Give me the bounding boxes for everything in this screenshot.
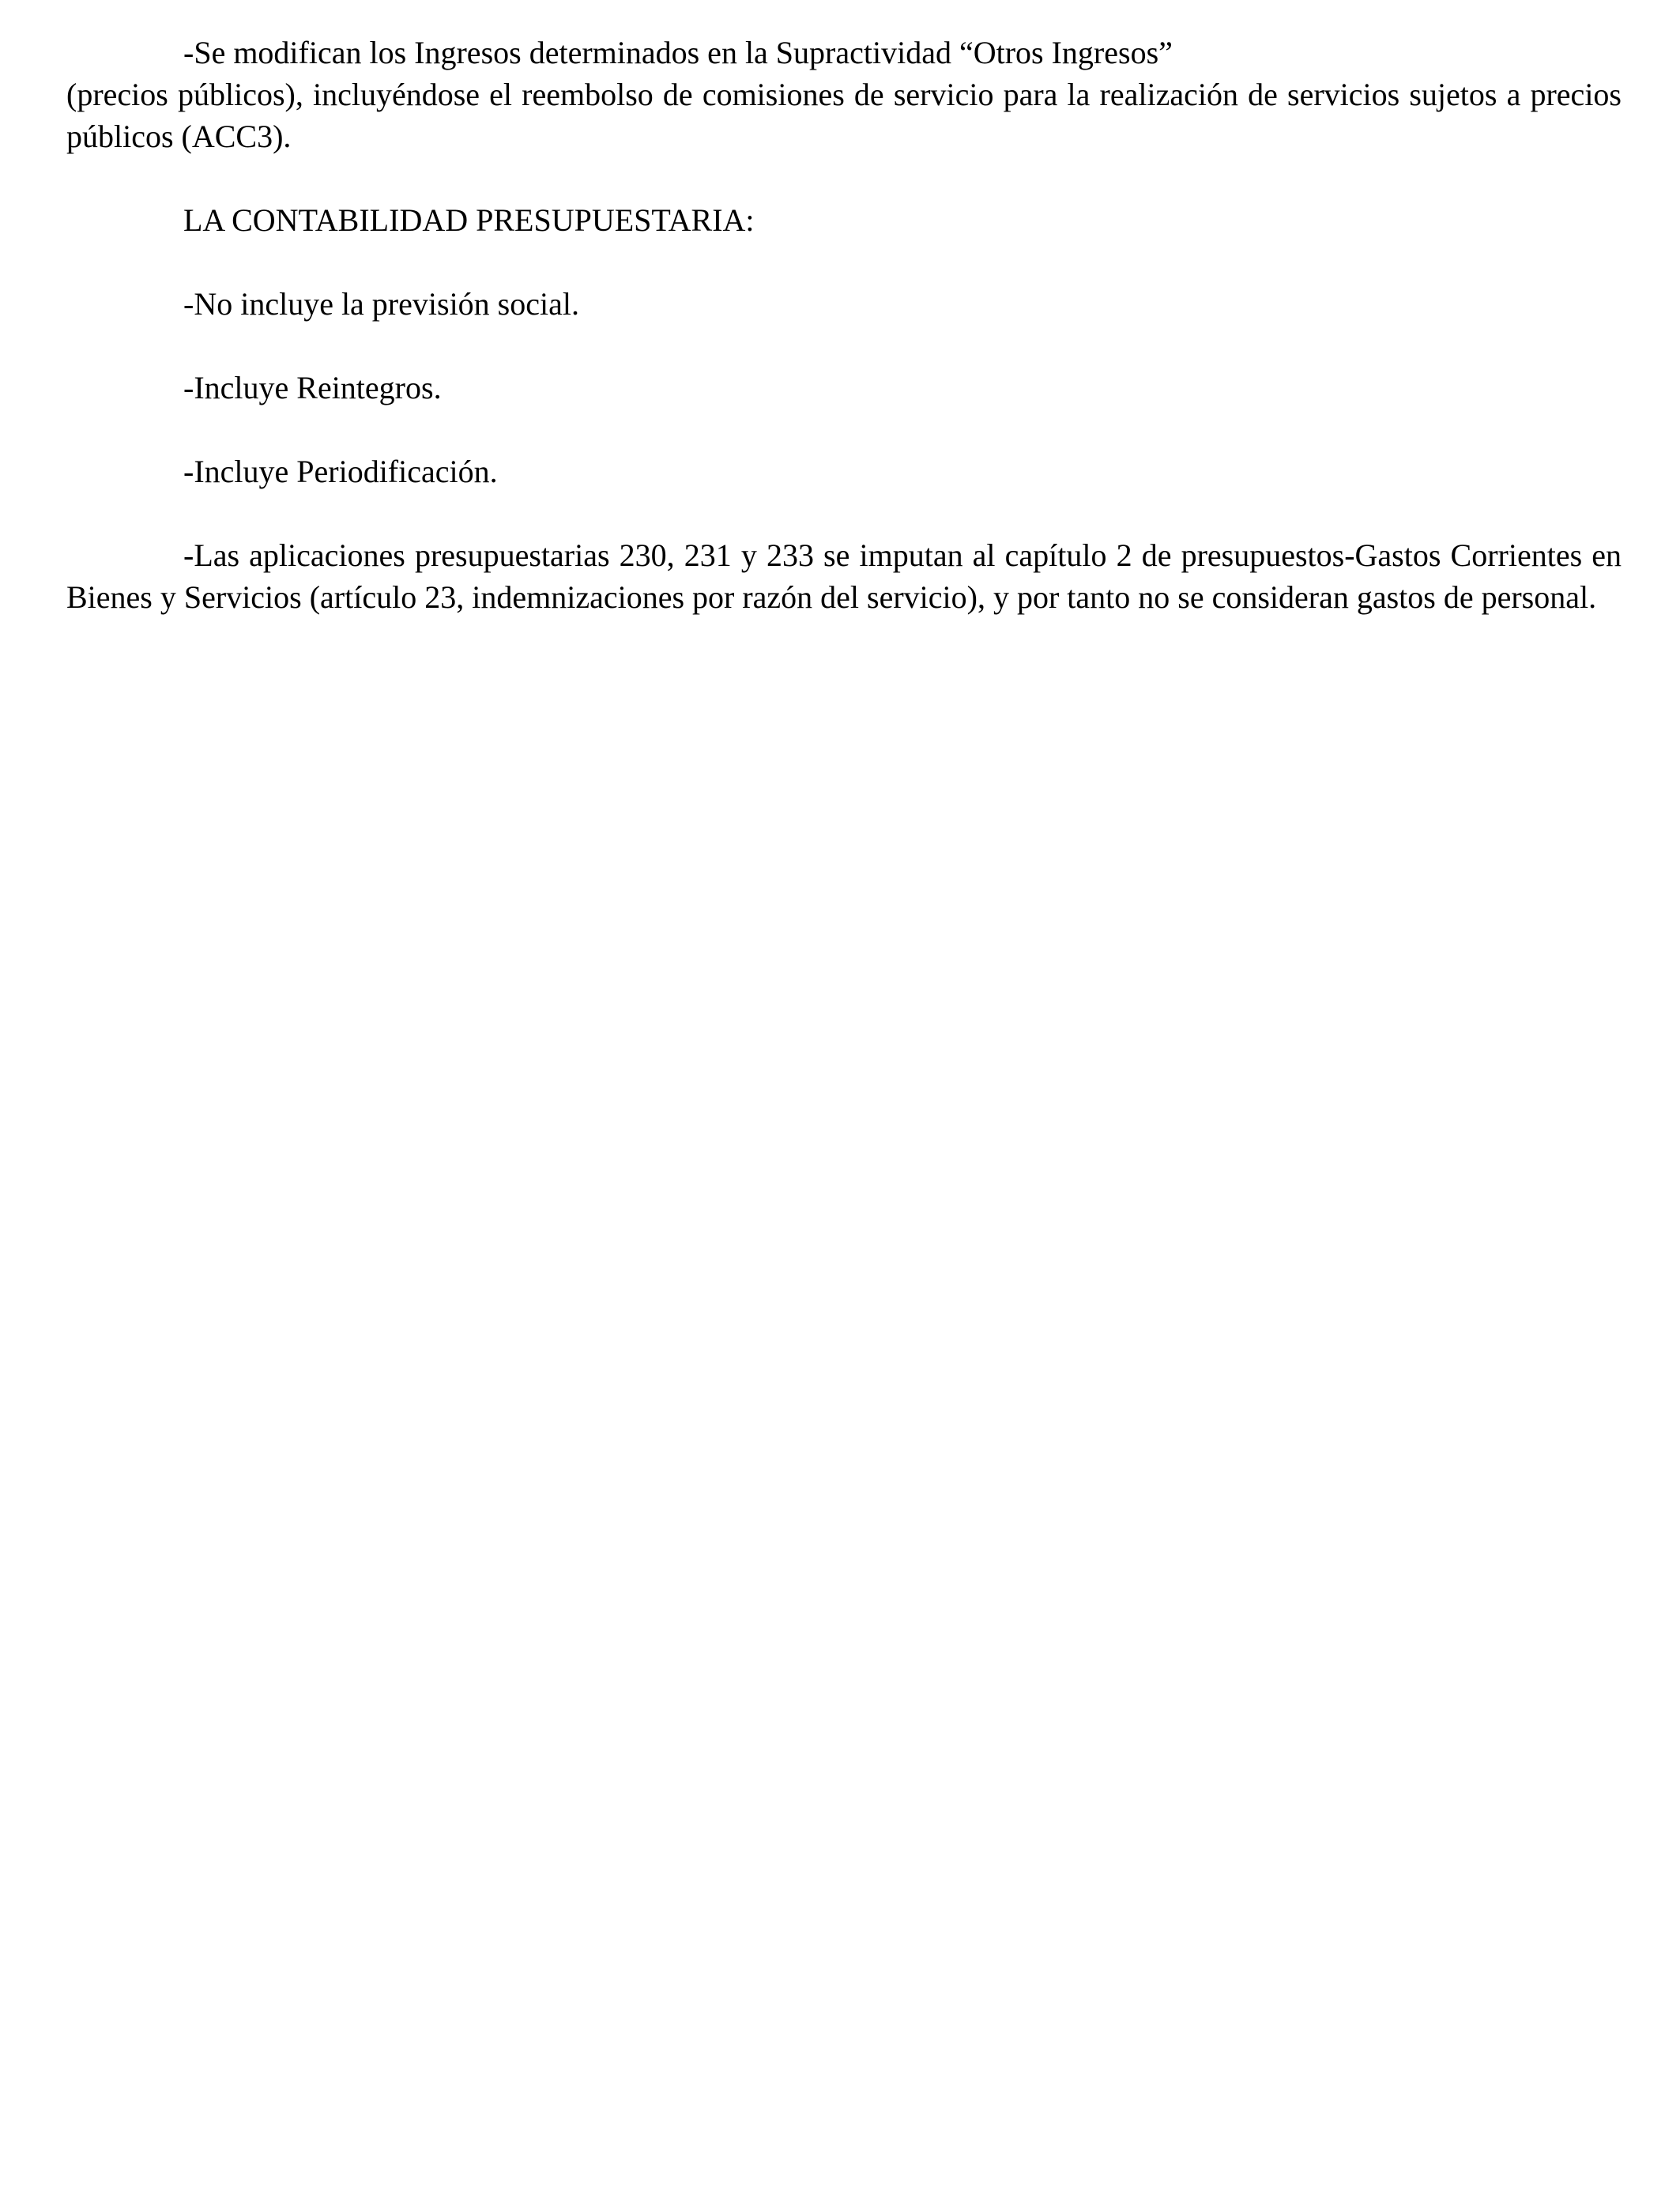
list-item: -Incluye Reintegros.: [183, 370, 442, 405]
paragraph-first-line: -Se modifican los Ingresos determinados en la Supractividad “Otros Ingresos”: [183, 35, 1173, 70]
list-item: -Las aplicaciones presupuestarias 230, 231 y 233 se imputan al capítulo 2 de presupuestos-Gastos Corrientes en Bienes y Servicios (artículo 23, indemnizaciones por razón del servicio), y por tanto no se consideran gastos de personal.: [66, 537, 1622, 615]
list-item: -No incluye la previsión social.: [183, 286, 579, 322]
document-page: [66, 32, 1622, 660]
paragraph-continuation: (precios públicos), incluyéndose el reembolso de comisiones de servicio para la realización de servicios sujetos a precios públicos (ACC3).: [66, 77, 1622, 154]
list-item: -Incluye Periodificación.: [183, 454, 498, 489]
paragraph-otros-ingresos: [66, 32, 1622, 157]
section-heading: LA CONTABILIDAD PRESUPUESTARIA:: [183, 202, 755, 238]
